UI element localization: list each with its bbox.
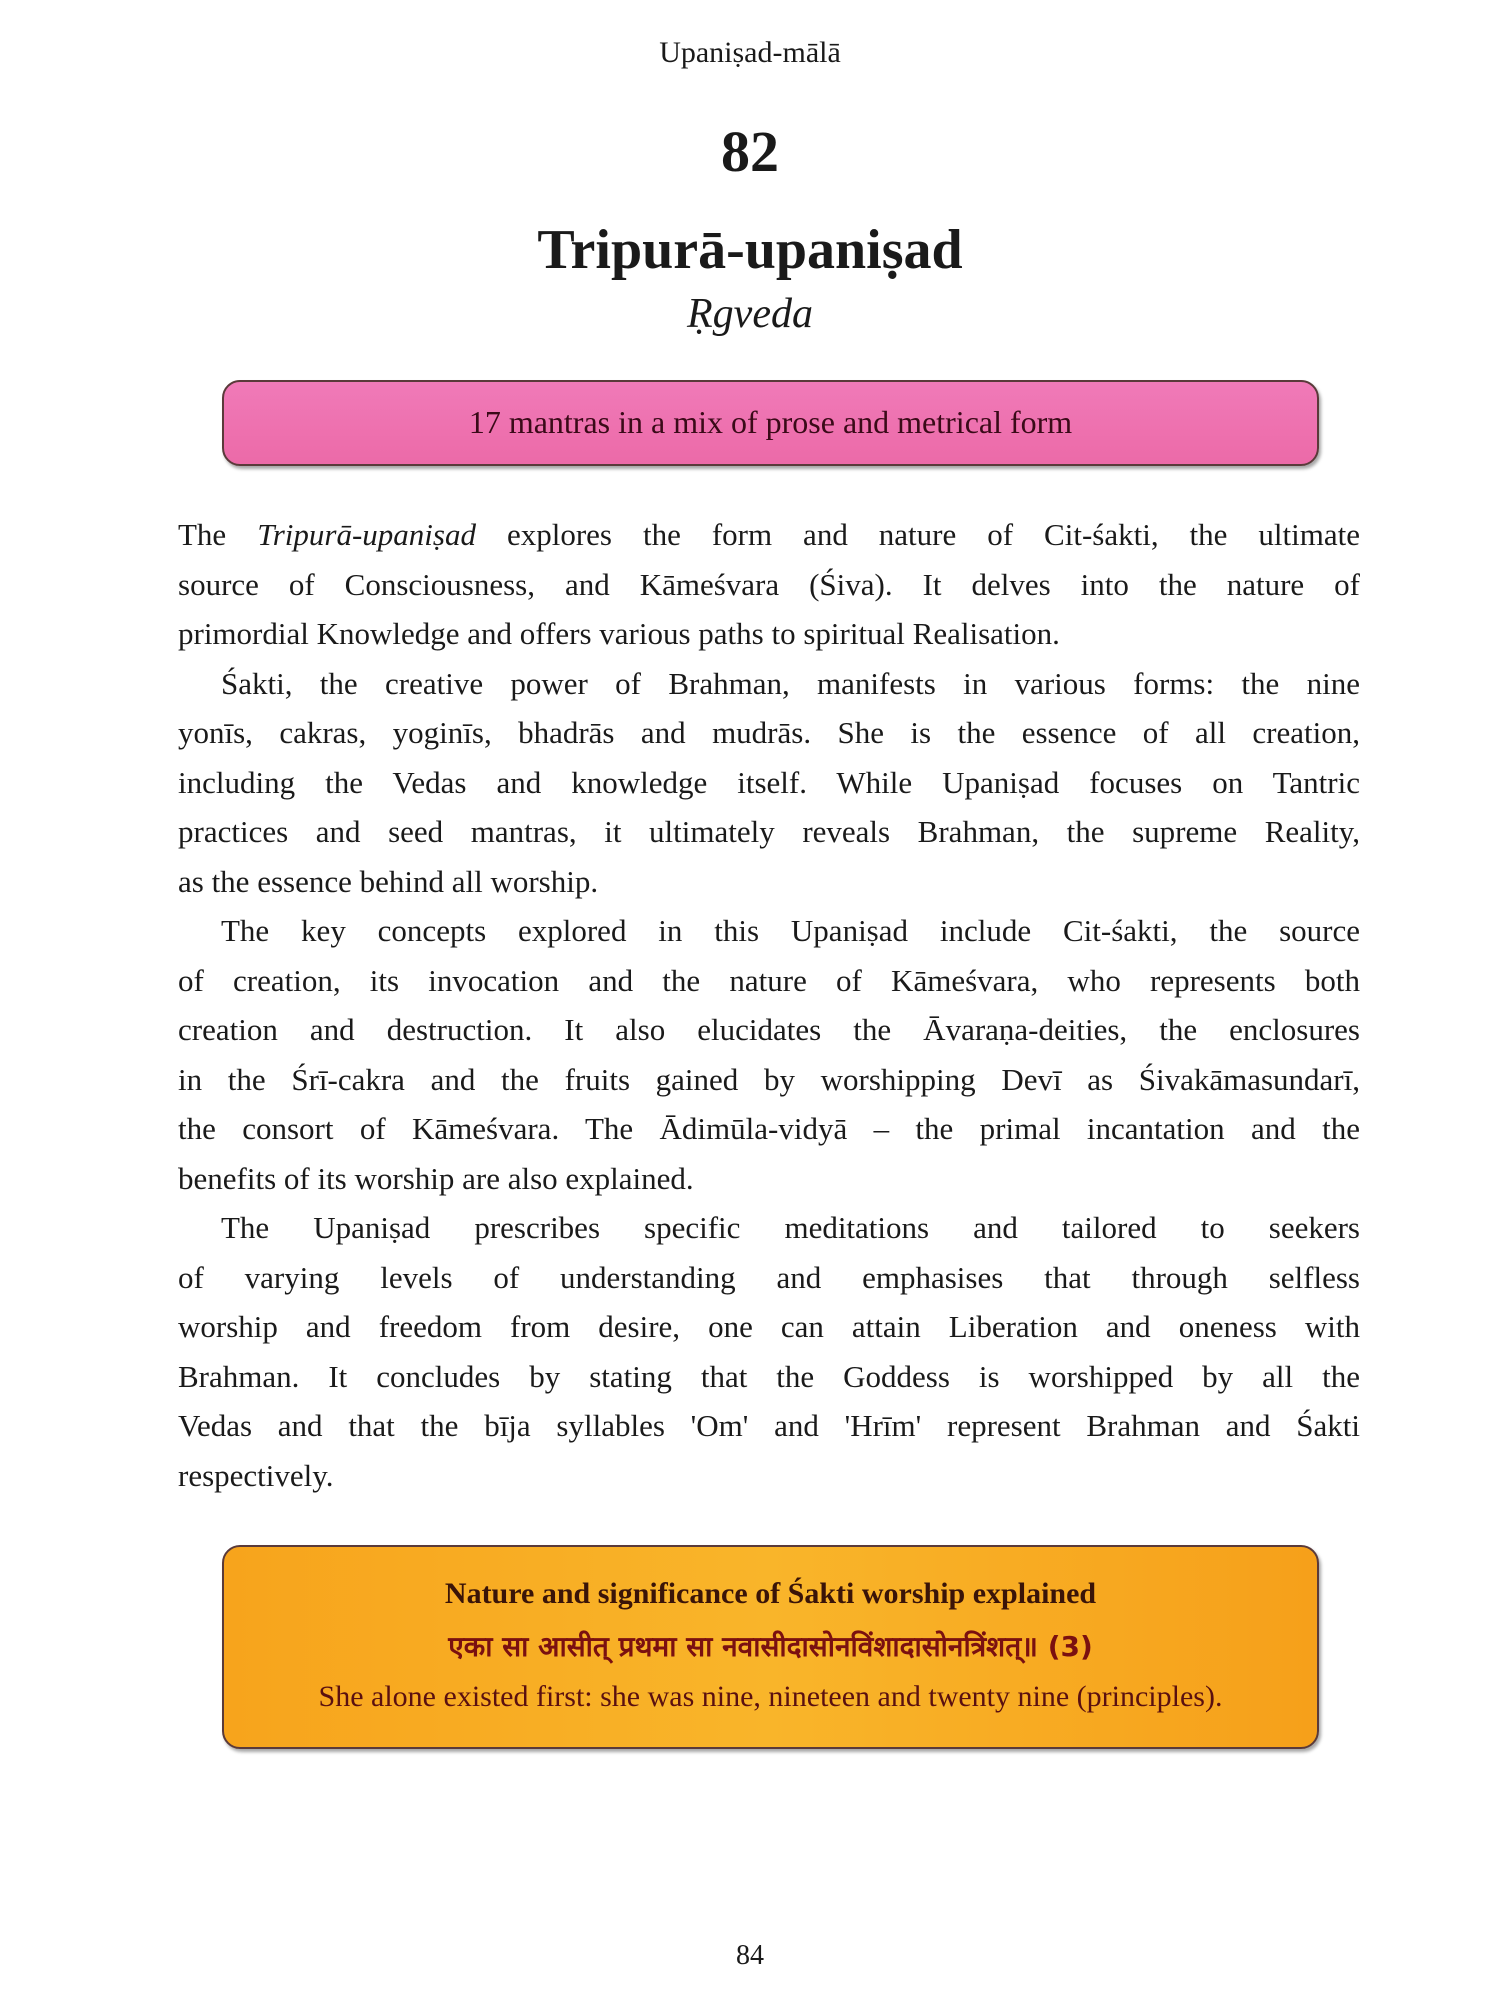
text-line: the consort of Kāmeśvara. The Ādimūla-vidyā – the primal incantation and the [178,1111,1360,1146]
page-number: 84 [736,1940,764,1971]
text-segment: The [178,517,258,552]
text-line: creation and destruction. It also elucidates the Āvaraṇa-deities, the enclosures [178,1012,1360,1047]
text-line [178,510,1360,560]
paragraph [178,659,1360,907]
text-line: Brahman. It concludes by stating that the Goddess is worshipped by all the [178,1358,1360,1394]
body-text [178,510,1360,1500]
text-line: including the Vedas and knowledge itself. While Upaniṣad focuses on Tantric [178,764,1360,800]
summary-box [222,380,1319,466]
quote-heading: Nature and significance of Śakti worship explained [444,1577,1097,1610]
text-line: Vedas and that the bīja syllables 'Om' and 'Hrīm' represent Brahman and Śakti [178,1408,1360,1443]
text-line: benefits of its worship are also explained. [178,1160,694,1196]
summary-text: 17 mantras in a mix of prose and metrical form [468,404,1073,440]
text-line: of creation, its invocation and the nature of Kāmeśvara, who represents both [178,962,1360,998]
paragraph [178,1203,1360,1500]
running-header: Upaniṣad-mālā [659,36,841,69]
text-line: respectively. [178,1457,334,1493]
text-line: as the essence behind all worship. [178,863,599,899]
text-line: The key concepts explored in this Upaniṣad include Cit-śakti, the source [221,913,1360,948]
sanskrit-verse: एका सा आसीत् प्रथमा सा नवासीदासोनविंशादासोनत्रिंशत्॥ (3) [448,1630,1093,1663]
paragraph [178,906,1360,1203]
text-line: in the Śrī-cakra and the fruits gained by worshipping Devī as Śivakāmasundarī, [178,1061,1360,1097]
text-line: yonīs, cakras, yoginīs, bhadrās and mudrās. She is the essence of all creation, [178,715,1360,750]
text-line: source of Consciousness, and Kāmeśvara (Śiva). It delves into the nature of [178,566,1360,602]
text-line: The Upaniṣad prescribes specific meditations and tailored to seekers [221,1210,1360,1245]
text-line: of varying levels of understanding and emphasises that through selfless [178,1259,1360,1295]
verse-translation: She alone existed first: she was nine, nineteen and twenty nine (principles). [318,1680,1223,1713]
text-line: worship and freedom from desire, one can attain Liberation and oneness with [178,1309,1360,1344]
page-title: Tripurā-upaniṣad [537,219,963,281]
text-line: practices and seed mantras, it ultimately reveals Brahman, the supreme Reality, [178,814,1360,849]
chapter-number: 82 [721,119,779,184]
quote-box [222,1545,1319,1749]
text-line: Śakti, the creative power of Brahman, manifests in various forms: the nine [221,665,1360,701]
veda-subtitle: Ṛgveda [687,291,813,337]
paragraph [178,510,1360,659]
italic-title: Tripurā-upaniṣad [257,517,476,552]
text-segment: explores the form and nature of Cit-śakti, the ultimate [475,517,1360,552]
text-line: primordial Knowledge and offers various paths to spiritual Realisation. [178,616,1060,651]
